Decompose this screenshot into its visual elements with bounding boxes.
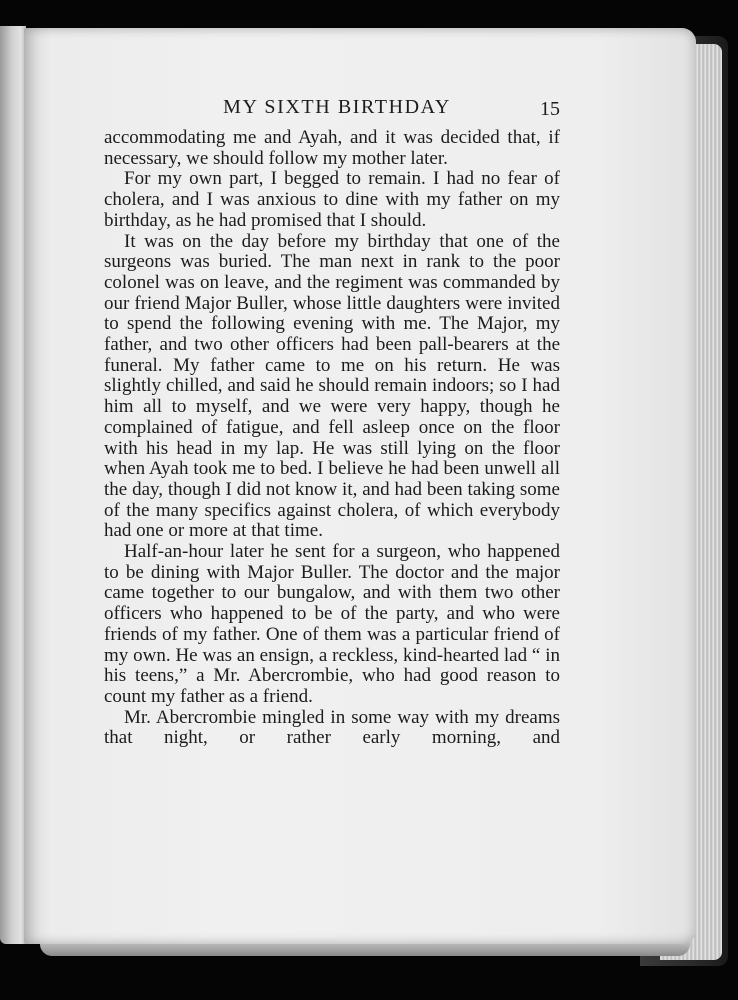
page-number: 15 xyxy=(540,98,560,120)
paragraph-2: For my own part, I begged to remain. I had no fear of cholera, and I was anxious to dine with my father on my birthday, as he had promised that I should. xyxy=(104,168,560,231)
body-text xyxy=(104,128,560,749)
paragraph-1: accommodating me and Ayah, and it was decided that, if necessary, we should follow my mother later. xyxy=(104,127,560,169)
facing-page-edge xyxy=(0,26,26,944)
page-header xyxy=(104,94,560,124)
paragraph-4: Half-an-hour later he sent for a surgeon, who happened to be dining with Major Buller. The doctor and the major came together to our bungalow, and with them two other officers who happened to be of the party, and who were friends of my father. One of them was a particular friend of my own. He was an ensign, a reckless, kind-hearted lad “ in his teens,” a Mr. Abercrombie, who had good reason to count my father as a friend. xyxy=(104,541,560,707)
running-title: MY SIXTH BIRTHDAY xyxy=(223,96,451,118)
paragraph-3: It was on the day before my birthday that one of the surgeons was buried. The man next in rank to the poor colonel was on leave, and the regiment was commanded by our friend Major Buller, whose little daughters were invited to spend the following evening with me. The Major, my father, and two other officers had been pall-bearers at the funeral. My father came to me on his return. He was slightly chilled, and said he should remain indoors; so I had him all to myself, and we were very happy, though he complained of fatigue, and fell asleep once on the floor with his head in my lap. He was still lying on the floor when Ayah took me to bed. I believe he had been unwell all the day, though I did not know it, and had been taking some of the many specifics against cholera, of which everybody had one or more at that time. xyxy=(104,230,560,542)
paragraph-5: Mr. Abercrombie mingled in some way with my dreams that night, or rather early morning, and xyxy=(104,706,560,749)
